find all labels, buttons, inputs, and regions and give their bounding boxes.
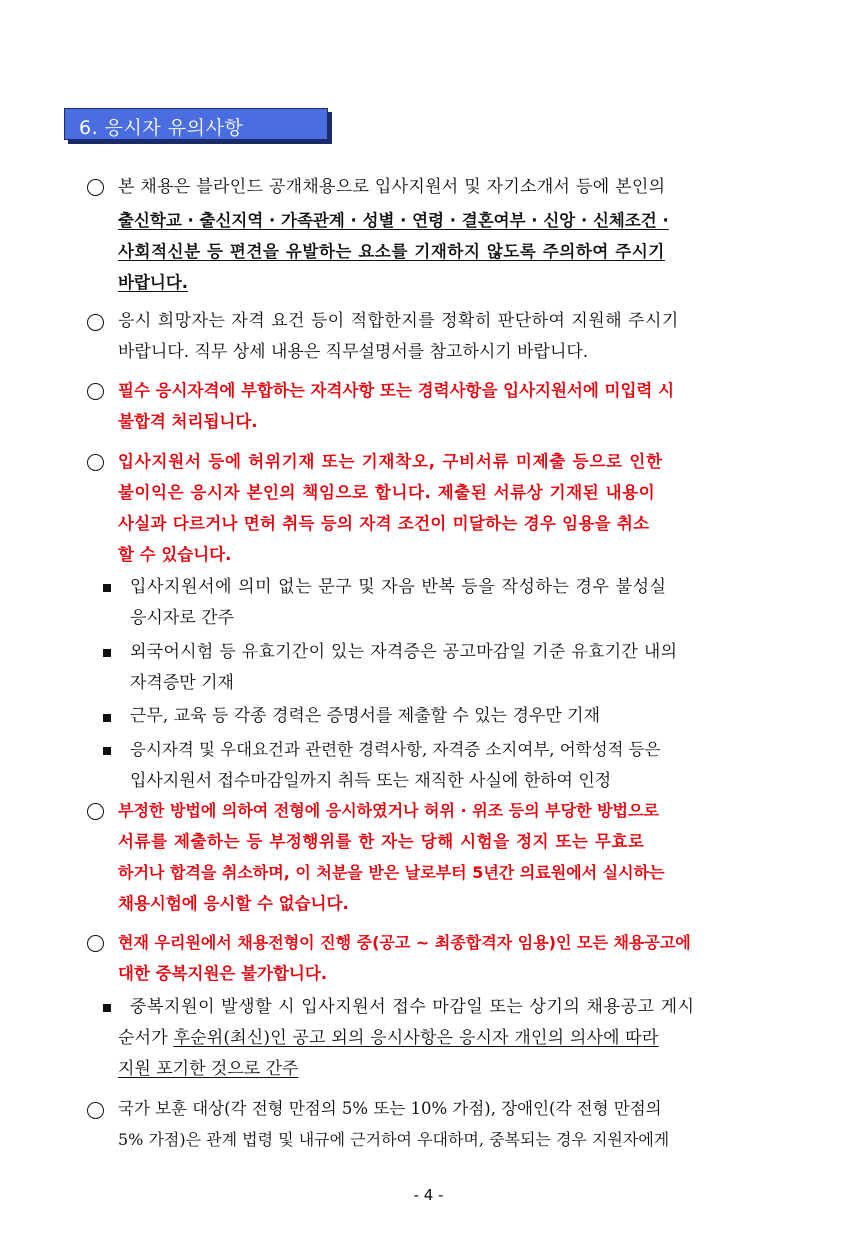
circle-bullet-6 xyxy=(87,935,104,952)
circle-bullet-7 xyxy=(87,1102,104,1119)
b4-line-2: 입사지원서 접수마감일까지 취득 또는 재직한 사실에 한하여 인정 xyxy=(130,771,612,791)
p4-line-1: 입사지원서 등에 허위기재 또는 기재착오, 구비서류 미제출 등으로 인한 xyxy=(118,452,663,471)
p1-line-4: 바랍니다. xyxy=(118,273,189,292)
circle-bullet-5 xyxy=(87,803,104,820)
b5-line-2-underlined: 후순위(최신)인 공고 외의 응시사항은 응시자 개인의 의사에 따라 xyxy=(173,1028,659,1048)
p4-line-4: 할 수 있습니다. xyxy=(118,545,232,564)
square-bullet-1 xyxy=(103,584,111,592)
p5-line-2: 서류를 제출하는 등 부정행위를 한 자는 당해 시험을 정지 또는 무효로 xyxy=(118,832,645,851)
p7-line-1: 국가 보훈 대상(각 전형 만점의 5% 또는 10% 가점), 장애인(각 전형 만점의 xyxy=(118,1099,662,1118)
p7-line-2: 5% 가점)은 관계 법령 및 내규에 근거하여 우대하며, 중복되는 경우 지원자에게 xyxy=(118,1130,670,1149)
square-bullet-5 xyxy=(103,1004,111,1012)
b2-line-1: 외국어시험 등 유효기간이 있는 자격증은 공고마감일 기준 유효기간 내의 xyxy=(130,642,678,662)
section-title: 6. 응시자 유의사항 xyxy=(79,117,244,139)
circle-bullet-3 xyxy=(87,383,104,400)
b3-line-1: 근무, 교육 등 각종 경력은 증명서를 제출할 수 있는 경우만 기재 xyxy=(130,706,600,726)
circle-bullet-2 xyxy=(87,314,104,331)
b5-line-2-plain: 순서가 xyxy=(118,1028,174,1048)
p4-line-3: 사실과 다르거나 면허 취득 등의 자격 조건이 미달하는 경우 임용을 취소 xyxy=(118,514,650,533)
section-header xyxy=(64,108,332,144)
p5-line-4: 채용시험에 응시할 수 없습니다. xyxy=(118,894,349,913)
p3-line-1: 필수 응시자격에 부합하는 자격사항 또는 경력사항을 입사지원서에 미입력 시 xyxy=(118,381,675,400)
p5-line-3: 하거나 합격을 취소하며, 이 처분을 받은 날로부터 5년간 의료원에서 실시하는 xyxy=(118,863,665,882)
p1-line-3: 사회적신분 등 편견을 유발하는 요소를 기재하지 않도록 주의하여 주시기 xyxy=(118,242,665,261)
square-bullet-2 xyxy=(103,649,111,657)
b4-line-1: 응시자격 및 우대요건과 관련한 경력사항, 자격증 소지여부, 어학성적 등은 xyxy=(130,740,661,759)
p6-line-1: 현재 우리원에서 채용전형이 진행 중(공고 ~ 최종합격자 임용)인 모든 채용공고에 xyxy=(118,933,691,952)
b1-line-1: 입사지원서에 의미 없는 문구 및 자음 반복 등을 작성하는 경우 불성실 xyxy=(130,577,667,597)
b5-line-1: 중복지원이 발생할 시 입사지원서 접수 마감일 또는 상기의 채용공고 게시 xyxy=(130,997,695,1017)
p2-line-1: 응시 희망자는 자격 요건 등이 적합한지를 정확히 판단하여 지원해 주시기 xyxy=(118,311,679,331)
circle-bullet-4 xyxy=(87,454,104,471)
b5-line-3: 지원 포기한 것으로 간주 xyxy=(118,1059,299,1079)
square-bullet-4 xyxy=(103,747,111,755)
b1-line-2: 응시자로 간주 xyxy=(130,608,234,628)
p6-line-2: 대한 중복지원은 불가합니다. xyxy=(118,964,328,983)
p1-line-2: 출신학교 · 출신지역 · 가족관계 · 성별 · 연령 · 결혼여부 · 신앙 · 신체조건 · xyxy=(118,211,669,230)
b5-line-2 xyxy=(118,1028,659,1048)
p5-line-1: 부정한 방법에 의하여 전형에 응시하였거나 허위 · 위조 등의 부당한 방법으로 xyxy=(118,801,659,820)
circle-bullet-1 xyxy=(87,179,104,196)
p1-line-1: 본 채용은 블라인드 공개채용으로 입사지원서 및 자기소개서 등에 본인의 xyxy=(118,177,666,197)
square-bullet-3 xyxy=(103,714,111,722)
section-header-box xyxy=(64,108,328,140)
p3-line-2: 불합격 처리됩니다. xyxy=(118,412,258,431)
p4-line-2: 불이익은 응시자 본인의 책임으로 합니다. 제출된 서류상 기재된 내용이 xyxy=(118,483,656,502)
page-number: - 4 - xyxy=(413,1186,444,1204)
p2-line-2: 바랍니다. 직무 상세 내용은 직무설명서를 참고하시기 바랍니다. xyxy=(118,342,589,362)
b2-line-2: 자격증만 기재 xyxy=(130,673,234,693)
